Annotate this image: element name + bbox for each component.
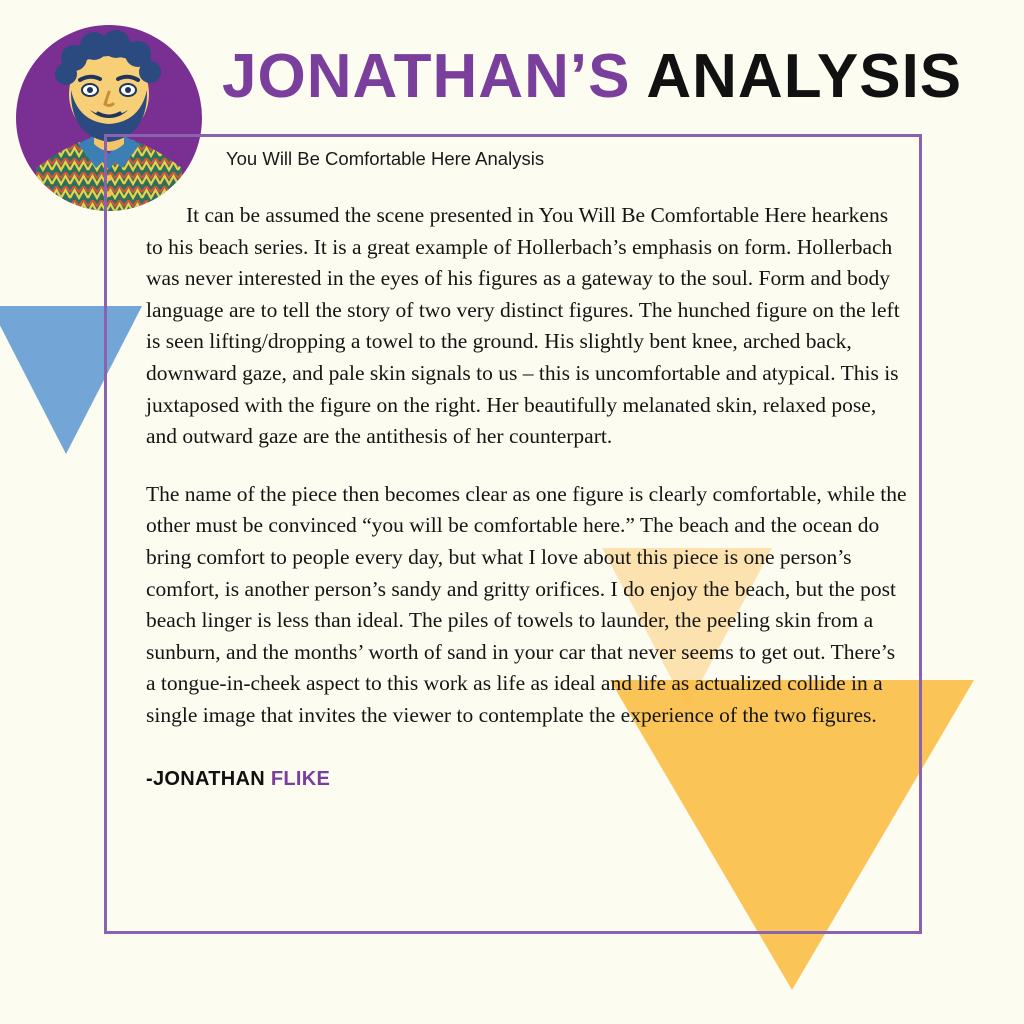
signature-first: -JONATHAN [146, 767, 265, 790]
title-part-two: ANALYSIS [646, 42, 963, 111]
signature-last: FLIKE [270, 767, 331, 790]
title-part-one: JONATHAN’S [222, 42, 631, 111]
article-paragraph-1: It can be assumed the scene presented in You Will Be Comfortable Here hearkens to his beach series. It is a great example of Hollerbach’s emphasis on form. Hollerbach was never interested in the eyes of his figures as a gateway to the soul. Form and body language are to tell the story of two very distinct figures. The hunched figure on the left is seen lifting/dropping a towel to the ground. His slightly bent knee, arched back, downward gaze, and pale skin signals to us – this is uncomfortable and atypical. This is juxtaposed with the figure on the right. Her beautifully melanated skin, relaxed pose, and outward gaze are the antithesis of her counterpart. [146, 203, 900, 449]
page-title [222, 42, 963, 111]
article-subtitle: You Will Be Comfortable Here Analysis [226, 148, 545, 169]
signature [146, 768, 916, 791]
article-body [146, 148, 916, 791]
article-paragraph-2: The name of the piece then becomes clear as one figure is clearly comfortable, while the other must be convinced “you will be comfortable here.” The beach and the ocean do bring comfort to people every day, but what I love about this piece is one person’s comfort, is another person’s sandy and gritty orifices. I do enjoy the beach, but the post beach linger is less than ideal. The piles of towels to launder, the peeling skin from a sunburn, and the months’ worth of sand in your car that never seems to get out. There’s a tongue-in-cheek aspect to this work as life as ideal and life as actualized collide in a single image that invites the viewer to contemplate the experience of the two figures. [146, 481, 907, 727]
